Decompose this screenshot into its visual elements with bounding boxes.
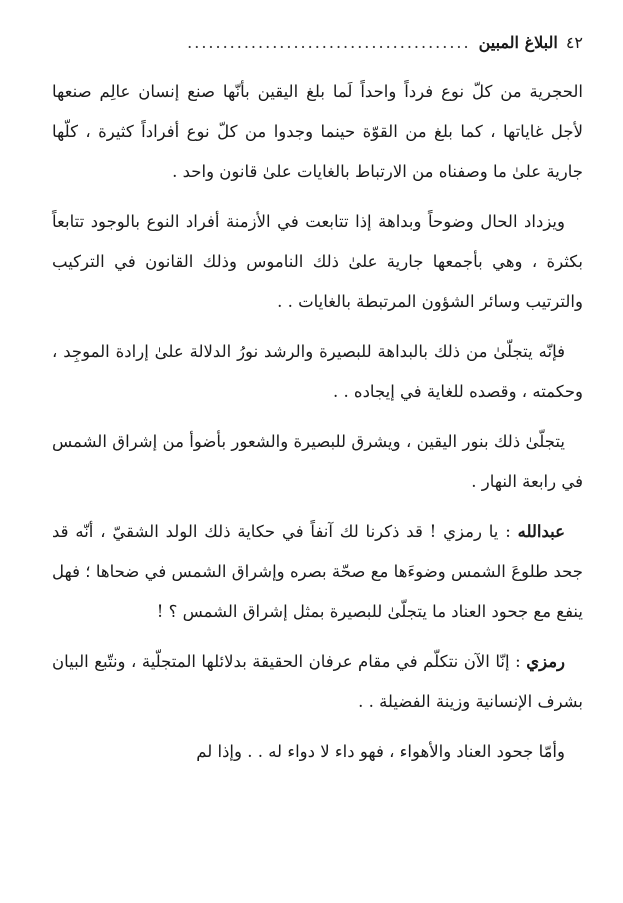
paragraph-text: فإنّه يتجلّىٰ من ذلك بالبداهة للبصيرة والرشد نورُ الدلالة علىٰ إرادة الموجِد ، وحكمته ، وقصده للغاية في إيجاده . . (52, 342, 583, 401)
speaker-name: رمزي (526, 652, 566, 671)
paragraph-text: وأمّا جحود العناد والأهواء ، فهو داء لا دواء له . . وإذا لم (196, 742, 565, 761)
leader-dots: ........................................ (187, 32, 471, 52)
paragraph-7 (52, 732, 583, 772)
paragraph-text: ويزداد الحال وضوحاً وبداهة إذا تتابعت في الأزمنة أفراد النوع بالوجود تتابعاً بكثرة ، وهي بأجمعها جارية علىٰ ذلك الناموس وذلك القانون في التركيب والترتيب وسائر الشؤون المرتبطة بالغايات . . (52, 212, 583, 311)
page-header (52, 28, 583, 56)
paragraph-1 (52, 72, 583, 192)
paragraph-3 (52, 332, 583, 412)
running-title: البلاغ المبين (478, 32, 558, 52)
page-number: ٤٢ (565, 32, 583, 52)
speaker-name: عبدالله (517, 522, 565, 541)
paragraph-text: : يا رمزي ! قد ذكرنا لك آنفاً في حكاية ذلك الولد الشقيّ ، أنّه قد جحد طلوعَ الشمس وضوءَها مع صحّة بصره وإشراق الشمس في ضحاها ؛ فهل ينفع مع جحود العناد ما يتجلّىٰ للبصيرة بمثل إشراق الشمس ؟ ! (52, 522, 583, 621)
paragraph-5-dialogue (52, 512, 583, 632)
paragraph-6-dialogue (52, 642, 583, 722)
paragraph-2 (52, 202, 583, 322)
paragraph-text: يتجلّىٰ ذلك بنور اليقين ، ويشرق للبصيرة والشعور بأضوأ من إشراق الشمس في رابعة النهار . (52, 432, 583, 491)
paragraph-text: : إنّا الآن نتكلّم في مقام عرفان الحقيقة بدلائلها المتجلّية ، ونتّبع البيان بشرف الإنسانية وزينة الفضيلة . . (52, 652, 583, 711)
paragraph-4 (52, 422, 583, 502)
paragraph-text: الحجرية من كلّ نوع فرداً واحداً لَما بلغ اليقين بأنّها صنع إنسان عالِم صنعها لأجل غاياتها ، كما بلغ من القوّة حينما وجدوا من كلّ نوع أفراداً كثيرة ، كلّها جارية علىٰ ما وصفناه من الارتباط بالغايات علىٰ قانون واحد . (52, 82, 583, 181)
